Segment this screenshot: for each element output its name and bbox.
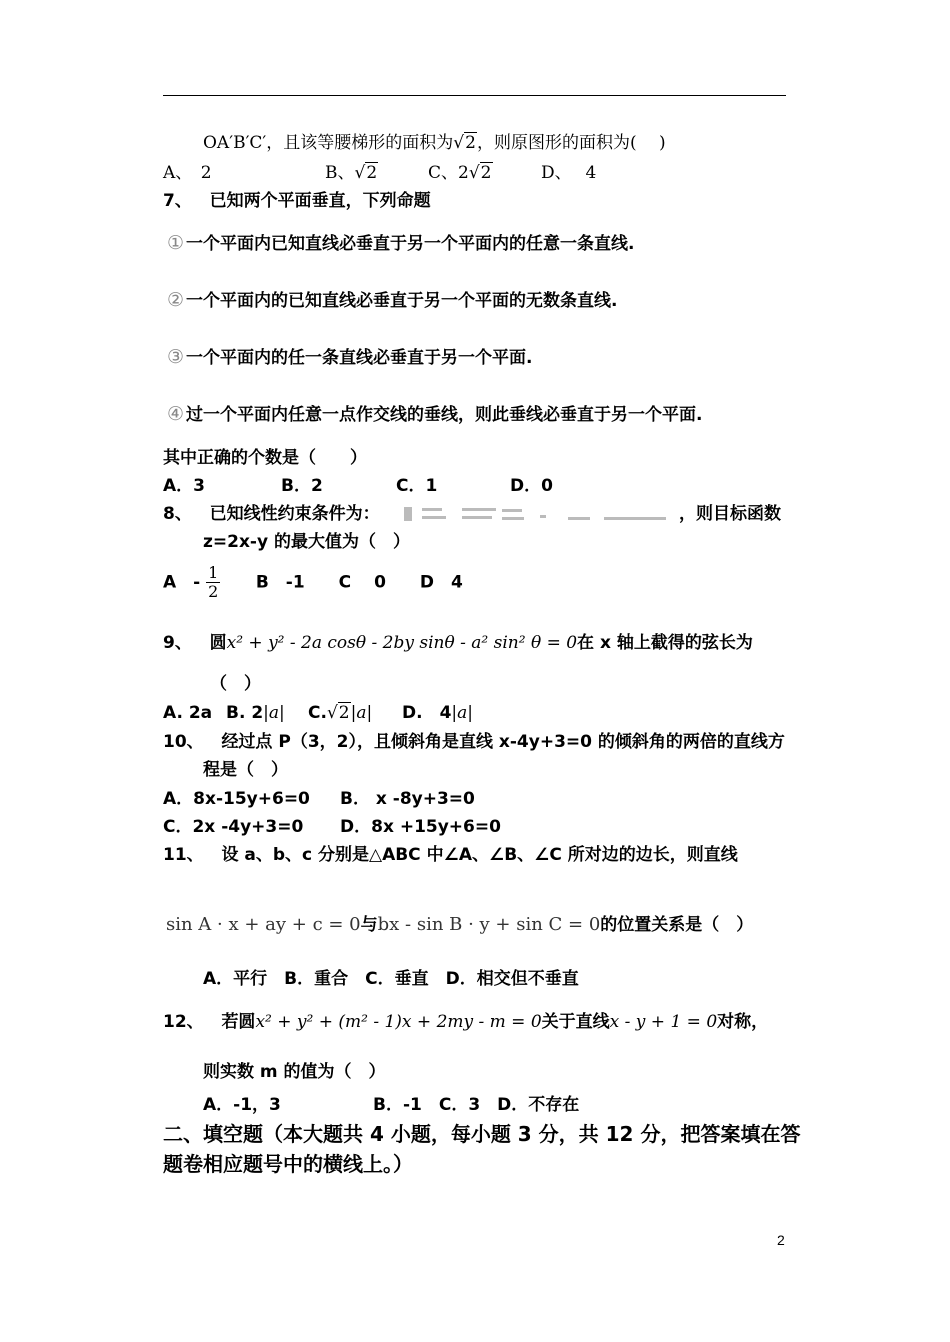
q6-option-c: C、2√2 bbox=[428, 163, 492, 183]
q7-item-1: ① 一个平面内已知直线必垂直于另一个平面内的任意一条直线. bbox=[167, 232, 635, 254]
circled-three-icon: ③ bbox=[167, 346, 185, 368]
circled-two-icon: ② bbox=[167, 289, 185, 311]
q12-formula-2: x - y + 1 = 0 bbox=[609, 1012, 718, 1032]
q10-option-a: A．8x-15y+6=0 bbox=[163, 789, 310, 809]
q8-stem: 8、 已知线性约束条件为： bbox=[163, 504, 380, 524]
page-number: 2 bbox=[777, 1232, 785, 1248]
q7-option-d: D．0 bbox=[510, 476, 553, 496]
q10-option-b: B． x -8y+3=0 bbox=[340, 789, 475, 809]
q9-option-d: D. 4|a| bbox=[402, 703, 473, 723]
q9-paren: （ ） bbox=[210, 674, 261, 694]
q12-stem: 12、 若圆x² + y² + (m² - 1)x + 2my - m = 0关于直线x - y + 1 = 0对称， bbox=[163, 1012, 769, 1032]
q8-stem-b: ，则目标函数 bbox=[679, 504, 781, 524]
q11-formula-line: sin A · x + ay + c = 0与bx - sin B · y + sin C = 0的位置关系是（ ） bbox=[166, 914, 754, 935]
q7-stem bbox=[163, 190, 431, 212]
q8-options: A - $\frac{1}{2}$ B -1 C 0 D 4 bbox=[163, 563, 463, 601]
q7-count-question: 其中正确的个数是（ ） bbox=[163, 448, 367, 468]
header-rule bbox=[163, 95, 786, 96]
sqrt-expression: √2 bbox=[453, 133, 476, 153]
q9-option-c: C.√2|a| bbox=[308, 703, 373, 723]
q7-option-c: C．1 bbox=[396, 476, 438, 496]
circled-four-icon: ④ bbox=[167, 403, 185, 425]
q6-line1 bbox=[203, 132, 666, 154]
q10-stem: 10、 经过点 P（3，2），且倾斜角是直线 x-4y+3=0 的倾斜角的两倍的直线方 bbox=[163, 732, 785, 752]
q10-option-d: D．8x +15y+6=0 bbox=[340, 817, 501, 837]
section2-heading-line2: 题卷相应题号中的横线上。） bbox=[163, 1152, 413, 1176]
q7-stem-text: 已知两个平面垂直，下列命题 bbox=[209, 191, 431, 211]
fraction-one-half: $\frac{1}{2}$ bbox=[208, 563, 219, 601]
q11-options: A．平行 B．重合 C．垂直 D．相交但不垂直 bbox=[203, 969, 579, 989]
q6-text-a: OA′B′C′，且该等腰梯形的面积为 bbox=[203, 133, 454, 153]
q6-option-b: B、√2 bbox=[325, 163, 378, 183]
q11-stem: 11、 设 a、b、c 分别是△ABC 中∠A、∠B、∠C 所对边的边长，则直线 bbox=[163, 845, 738, 865]
q6-option-a: A、 2 bbox=[163, 163, 212, 183]
q9-option-a: A. 2a bbox=[163, 703, 213, 723]
q9-option-b: B. 2|a| bbox=[226, 703, 285, 723]
q11-formula-1: sin A · x + ay + c = 0 bbox=[166, 914, 361, 935]
constraint-image bbox=[398, 505, 678, 525]
section2-heading-line1: 二、填空题（本大题共 4 小题，每小题 3 分，共 12 分，把答案填在答 bbox=[163, 1122, 801, 1146]
q7-item-3: ③ 一个平面内的任一条直线必垂直于另一个平面. bbox=[167, 346, 533, 368]
q7-item-4: ④ 过一个平面内任意一点作交线的垂线，则此垂线必垂直于另一个平面. bbox=[167, 403, 703, 425]
q7-option-a: A．3 bbox=[163, 476, 205, 496]
q12-stem-b: 则实数 m 的值为（ ） bbox=[203, 1062, 386, 1082]
q10-stem-b: 程是（ ） bbox=[203, 760, 288, 780]
q12-options-rest: B．-1 C．3 D．不存在 bbox=[373, 1095, 580, 1115]
q9-formula: x² + y² - 2a cosθ - 2by sinθ - a² sin² θ = 0 bbox=[226, 633, 578, 653]
q10-option-c: C．2x -4y+3=0 bbox=[163, 817, 304, 837]
q8-stem-c: z=2x-y 的最大值为（ ） bbox=[203, 532, 410, 552]
q11-formula-2: bx - sin B · y + sin C = 0 bbox=[377, 914, 601, 935]
q7-item-2: ② 一个平面内的已知直线必垂直于另一个平面的无数条直线. bbox=[167, 289, 618, 311]
q7-number: 7、 bbox=[163, 191, 192, 211]
q6-option-d: D、 4 bbox=[541, 163, 597, 183]
q6-text-b: ，则原图形的面积为( ) bbox=[476, 133, 666, 153]
q12-formula-1: x² + y² + (m² - 1)x + 2my - m = 0 bbox=[255, 1012, 542, 1032]
q9-stem: 9、 圆x² + y² - 2a cosθ - 2by sinθ - a² sin² θ = 0在 x 轴上截得的弦长为 bbox=[163, 633, 753, 653]
circled-one-icon: ① bbox=[167, 232, 185, 254]
q12-option-a: A．-1，3 bbox=[203, 1095, 281, 1115]
q7-option-b: B．2 bbox=[281, 476, 323, 496]
